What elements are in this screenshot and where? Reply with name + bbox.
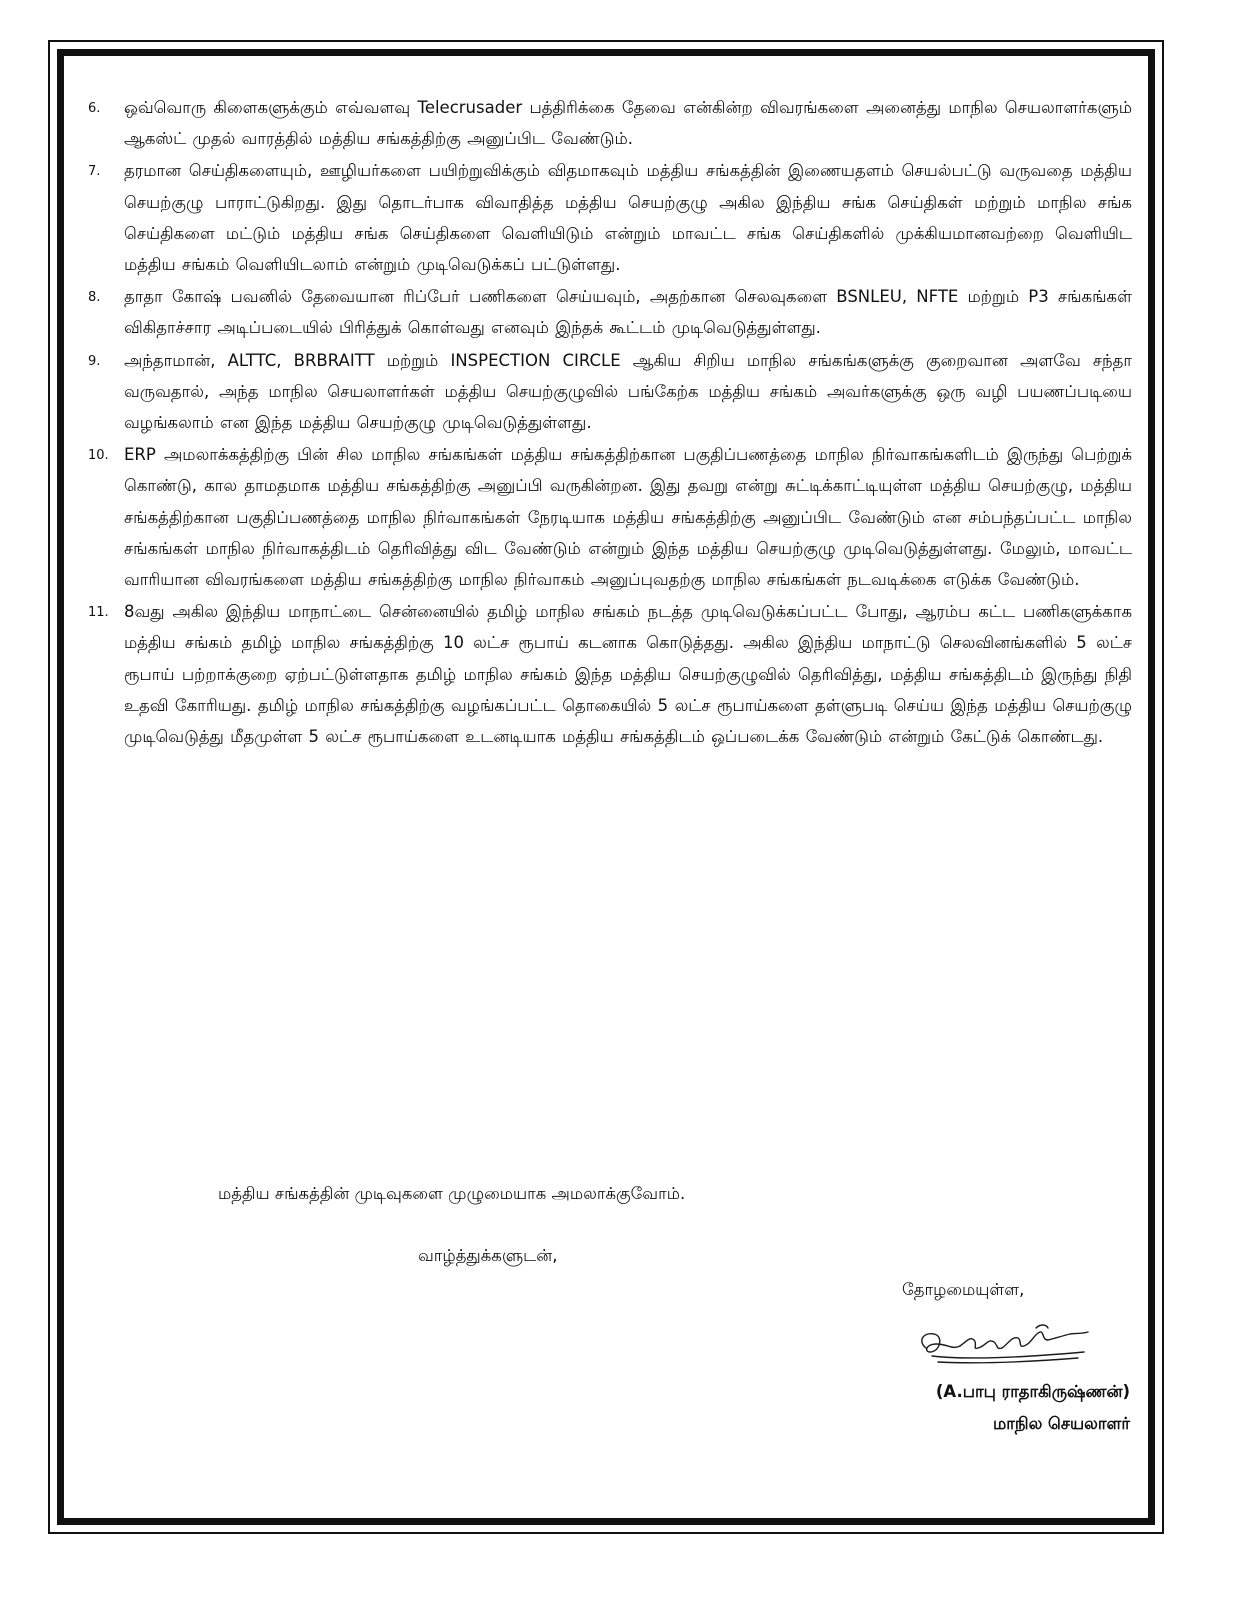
item-number: 9. bbox=[88, 353, 101, 369]
signer-name: (A.பாபு ராதாகிருஷ்ணன்) bbox=[935, 1382, 1130, 1401]
resolutions-list bbox=[88, 92, 1132, 753]
item-text: தாதா கோஷ் பவனில் தேவையான ரிப்பேர் பணிகளை செய்யவும், அதற்கான செலவுகளை BSNLEU, NFTE மற்றும் P3 சங்கங்கள் விகிதாச்சார அடிப்படையில் பிரித்துக் கொள்வது எனவும் இந்தக் கூட்டம் முடிவெடுத்துள்ளது. bbox=[124, 287, 1132, 338]
item-number: 8. bbox=[88, 290, 101, 306]
item-number: 6. bbox=[88, 101, 101, 116]
list-item-9 bbox=[88, 345, 1132, 439]
item-text: 8வது அகில இந்திய மாநாட்டை சென்னையில் தமிழ் மாநில சங்கம் நடத்த முடிவெடுக்கப்பட்ட போது, ஆரம்ப கட்ட பணிகளுக்காக மத்திய சங்கம் தமிழ் மாநில சங்கத்திற்கு 10 லட்ச ரூபாய் கடனாக கொடுத்தது. அகில இந்திய மாநாட்டு செலவினங்களில் 5 லட்ச ரூபாய் பற்றாக்குறை ஏற்பட்டுள்ளதாக தமிழ் மாநில சங்கம் இந்த மத்திய செயற்குழுவில் தெரிவித்து, மத்திய சங்கத்திடம் இருந்து நிதி உதவி கோரியது. தமிழ் மாநில சங்கத்திற்கு வழங்கப்பட்ட தொகையில் 5 லட்ச ரூபாய்களை தள்ளுபடி செய்ய இந்த மத்திய செயற்குழு முடிவெடுத்து மீதமுள்ள 5 லட்ச ரூபாய்களை உடனடியாக மத்திய சங்கத்திடம் ஒப்படைக்க வேண்டும் என்றும் கேட்டுக் கொண்டது. bbox=[124, 602, 1132, 747]
item-text: ஒவ்வொரு கிளைகளுக்கும் எவ்வளவு Telecrusader பத்திரிக்கை தேவை என்கின்ற விவரங்களை அனைத்து மாநில செயலாளர்களும் ஆகஸ்ட் முதல் வாரத்தில் மத்திய சங்கத்திற்கு அனுப்பிட வேண்டும். bbox=[124, 98, 1132, 149]
signer-title: மாநில செயலாளர் bbox=[993, 1414, 1130, 1433]
list-item-10 bbox=[88, 439, 1132, 595]
greeting: வாழ்த்துக்களுடன், bbox=[418, 1246, 558, 1265]
list-item-8 bbox=[88, 281, 1132, 343]
list-item-6 bbox=[88, 92, 1132, 154]
list-item-11 bbox=[88, 596, 1132, 752]
item-text: தரமான செய்திகளையும், ஊழியர்களை பயிற்றுவிக்கும் விதமாகவும் மத்திய சங்கத்தின் இணையதளம் செயல்பட்டு வருவதை மத்திய செயற்குழு பாராட்டுகிறது. இது தொடர்பாக விவாதித்த மத்திய செயற்குழு அகில இந்திய சங்க செய்திகள் மற்றும் மாநில சங்க செய்திகளை மட்டும் மத்திய சங்க செய்திகளை வெளியிடும் என்றும் மாவட்ட சங்க செய்திகளில் முக்கியமானவற்றை வெளியிட மத்திய சங்கம் வெளியிடலாம் என்றும் முடிவெடுக்கப் பட்டுள்ளது. bbox=[124, 161, 1132, 275]
item-number: 7. bbox=[88, 164, 101, 180]
item-text: அந்தாமான், ALTTC, BRBRAITT மற்றும் INSPECTION CIRCLE ஆகிய சிறிய மாநில சங்கங்களுக்கு குறைவான அளவே சந்தா வருவதால், அந்த மாநில செயலாளர்கள் மத்திய செயற்குழுவில் பங்கேற்க மத்திய சங்கம் அவர்களுக்கு ஒரு வழி பயணப்படியை வழங்கலாம் என இந்த மத்திய செயற்குழு முடிவெடுத்துள்ளது. bbox=[124, 350, 1132, 433]
closing-statement: மத்திய சங்கத்தின் முடிவுகளை முழுமையாக அமலாக்குவோம். bbox=[218, 1184, 686, 1203]
item-number: 10. bbox=[88, 448, 109, 464]
signature-image bbox=[908, 1318, 1098, 1370]
list-item-7 bbox=[88, 155, 1132, 280]
item-text: ERP அமலாக்கத்திற்கு பின் சில மாநில சங்கங்கள் மத்திய சங்கத்திற்கான பகுதிப்பணத்தை மாநில நிர்வாகங்களிடம் இருந்து பெற்றுக் கொண்டு, கால தாமதமாக மத்திய சங்கத்திற்கு அனுப்பி வருகின்றன. இது தவறு என்று சுட்டிக்காட்டியுள்ள மத்திய செயற்குழு, மத்திய சங்கத்திற்கான பகுதிப்பணத்தை மாநில நிர்வாகங்கள் நேரடியாக மத்திய சங்கத்திற்கு அனுப்பிட வேண்டும் என சம்பந்தப்பட்ட மாநில சங்கங்கள் மாநில நிர்வாகத்திடம் தெரிவித்து விட வேண்டும் என்றும் இந்த மத்திய செயற்குழு முடிவெடுத்துள்ளது. மேலும், மாவட்ட வாரியான விவரங்களை மத்திய சங்கத்திற்கு மாநில நிர்வாகம் அனுப்புவதற்கு மாநில சங்கங்கள் நடவடிக்கை எடுக்க வேண்டும். bbox=[124, 445, 1132, 590]
valediction: தோழமையுள்ள, bbox=[902, 1280, 1025, 1299]
item-number: 11. bbox=[88, 605, 109, 621]
